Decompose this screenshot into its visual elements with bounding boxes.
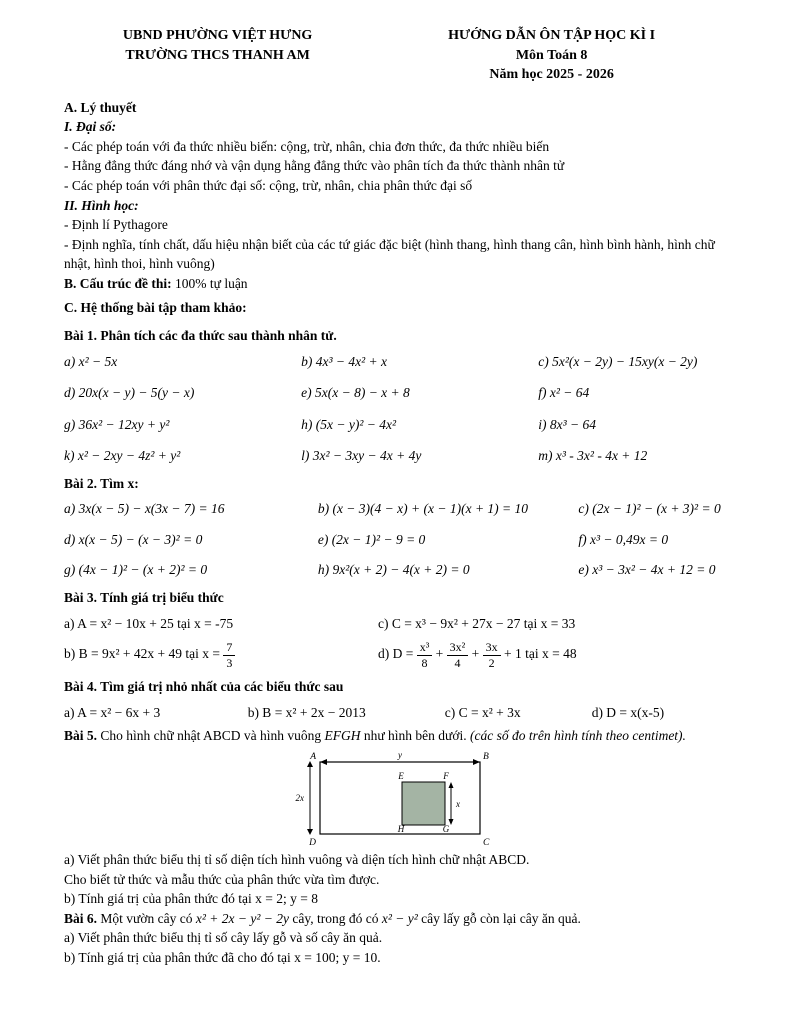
exercise-item: d) D = x(x-5) [591, 704, 665, 720]
bai1-title: Bài 1. Phân tích các đa thức sau thành nhân tử. [64, 327, 337, 343]
rectangle-square-figure [282, 748, 514, 848]
vertex-label-f: F [443, 771, 449, 782]
fraction-denominator: 8 [421, 655, 428, 670]
bai6-expression: x² − y² [381, 910, 418, 926]
bai5-note: (các số đo trên hình tính theo centimet). [469, 728, 686, 744]
title-block [371, 26, 732, 85]
exercise-item: a) x² − 5x [64, 353, 118, 369]
issuer-line-2: TRƯỜNG THCS THANH AM [125, 47, 310, 63]
exercise-item: e) x³ − 3x² − 4x + 12 = 0 [578, 562, 716, 578]
arrowhead-icon [307, 829, 313, 835]
exercise-item [378, 641, 732, 669]
exercise-item: h) (5x − y)² − 4x² [301, 416, 397, 432]
exercise-item: d) x(x − 5) − (x − 3)² = 0 [64, 531, 203, 547]
expression-text: + 1 tại x = 48 [500, 646, 577, 662]
bai4-items [64, 703, 732, 723]
bai5-figure-wrap [64, 748, 732, 848]
exercise-item: m) x³ - 3x² - 4x + 12 [538, 448, 648, 464]
exercise-item: k) x² − 2xy − 4z² + y² [64, 448, 181, 464]
geometry-item: - Định nghĩa, tính chất, dấu hiệu nhận biết của các tứ giác đặc biệt (hình thang, hình thang cân, hình bình hành, hình chữ nhật, hình thoi, hình vuông) [64, 236, 715, 272]
exercise-item: b) B = x² + 2x − 2013 [247, 704, 366, 720]
vertex-label-b: B [483, 752, 489, 763]
bai5-item: a) Viết phân thức biểu thị tỉ số diện tích hình vuông và diện tích hình chữ nhật ABCD. [64, 852, 530, 868]
theory-heading: A. Lý thuyết [64, 99, 137, 115]
algebra-item: - Các phép toán với phân thức đại số: cộng, trừ, nhân, chia phân thức đại số [64, 178, 473, 194]
expression-text: b) B = 9x² + 42x + 49 tại x = [64, 646, 224, 662]
arrowhead-icon [449, 782, 454, 788]
exercise-item: c) (2x − 1)² − (x + 3)² = 0 [578, 501, 721, 517]
bai5-item: Cho biết tử thức và mẫu thức của phân thức vừa tìm được. [64, 871, 380, 887]
exam-structure-line [64, 274, 732, 294]
reference-heading: C. Hệ thống bài tập tham khảo: [64, 300, 247, 316]
dimension-label-2x: 2x [295, 793, 304, 804]
exercise-item: b) 4x³ − 4x² + x [301, 353, 388, 369]
vertex-label-a: A [310, 752, 316, 763]
bai6-expression: x² + 2x − y² − 2y [195, 910, 289, 926]
fraction [223, 641, 235, 669]
exercise-item: c) C = x³ − 9x² + 27x − 27 tại x = 33 [377, 615, 576, 631]
exercise-item: c) 5x²(x − 2y) − 15xy(x − 2y) [538, 353, 698, 369]
bai5-item: b) Tính giá trị của phân thức đó tại x = 2; y = 8 [64, 891, 318, 907]
bai6-text: cây lấy gỗ còn lại cây ăn quả. [417, 910, 581, 926]
fraction-denominator: 3 [226, 655, 233, 670]
exercise-item: a) A = x² − 6x + 3 [64, 704, 161, 720]
geometry-item: - Định lí Pythagore [64, 217, 168, 233]
doc-subject: Môn Toán 8 [515, 47, 588, 63]
exercise-item [64, 641, 378, 669]
algebra-item: - Các phép toán với đa thức nhiều biến: cộng, trừ, nhân, chia đơn thức, đa thức nhiều biến [64, 138, 550, 154]
geometry-heading: II. Hình học: [64, 197, 139, 213]
exercise-item: f) x² − 64 [538, 385, 590, 401]
bai6-intro [64, 909, 732, 929]
bai2-items [64, 499, 732, 580]
exercise-item: b) (x − 3)(4 − x) + (x − 1)(x + 1) = 10 [317, 501, 529, 517]
exercise-item: i) 8x³ − 64 [538, 416, 597, 432]
exercise-item: h) 9x²(x + 2) − 4(x + 2) = 0 [317, 562, 470, 578]
doc-title: HƯỚNG DẪN ÔN TẬP HỌC KÌ I [448, 28, 656, 43]
arrowhead-icon [320, 759, 327, 765]
exam-structure-value: 100% tự luận [171, 275, 248, 291]
bai5-efgh: EFGH [324, 728, 361, 744]
exercise-item: g) 36x² − 12xy + y² [64, 416, 170, 432]
issuer-block [64, 26, 371, 85]
bai4-title: Bài 4. Tìm giá trị nhỏ nhất của các biểu thức sau [64, 679, 344, 695]
exercise-item: d) 20x(x − y) − 5(y − x) [64, 385, 195, 401]
document-header [64, 26, 732, 85]
fraction [483, 641, 501, 669]
exercise-item: a) A = x² − 10x + 25 tại x = -75 [64, 615, 234, 631]
bai5-text: như hình bên dưới. [360, 728, 470, 744]
exercise-item: e) (2x − 1)² − 9 = 0 [317, 531, 426, 547]
vertex-label-c: C [483, 838, 490, 849]
dimension-label-x: x [456, 799, 460, 810]
bai6-label: Bài 6. [64, 910, 98, 926]
exercise-item: a) 3x(x − 5) − x(3x − 7) = 16 [64, 501, 225, 517]
exercise-item: f) x³ − 0,49x = 0 [578, 531, 669, 547]
fraction-numerator: 3x [483, 641, 501, 656]
doc-school-year: Năm học 2025 - 2026 [489, 67, 614, 83]
bai1-items [64, 352, 732, 466]
bai6-item: b) Tính giá trị của phân thức đã cho đó tại x = 100; y = 10. [64, 949, 381, 965]
bai3-items [64, 614, 732, 670]
exercise-item: c) C = x² + 3x [444, 704, 521, 720]
bai6-item: a) Viết phân thức biểu thị tỉ số cây lấy gỗ và số cây ăn quả. [64, 930, 383, 946]
fraction-denominator: 2 [488, 655, 495, 670]
arrowhead-icon [449, 819, 454, 825]
exercise-item: g) (4x − 1)² − (x + 2)² = 0 [64, 562, 208, 578]
dimension-label-y: y [398, 750, 402, 761]
fraction-denominator: 4 [454, 655, 461, 670]
exercise-item: e) 5x(x − 8) − x + 8 [301, 385, 410, 401]
exercise-item: l) 3x² − 3xy − 4x + 4y [301, 448, 422, 464]
fraction-numerator: 3x² [447, 641, 469, 656]
algebra-item: - Hằng đẳng thức đáng nhớ và vận dụng hằng đẳng thức vào phân tích đa thức thành nhân tử [64, 158, 565, 174]
arrowhead-icon [473, 759, 480, 765]
issuer-line-1: UBND PHƯỜNG VIỆT HƯNG [122, 28, 313, 43]
fraction [417, 641, 433, 669]
expression-text: + [468, 646, 483, 662]
bai5-label: Bài 5. [64, 728, 98, 744]
fraction-numerator: 7 [223, 641, 235, 656]
bai5-intro [64, 726, 732, 746]
vertex-label-e: E [398, 771, 404, 782]
fraction [447, 641, 469, 669]
expression-text: + [432, 646, 447, 662]
vertex-label-g: G [442, 824, 450, 835]
bai6-text: cây, trong đó có [288, 910, 382, 926]
bai3-title: Bài 3. Tính giá trị biểu thức [64, 590, 224, 606]
bai6-text: Một vườn cây có [97, 910, 196, 926]
vertex-label-h: H [397, 824, 405, 835]
square-efgh [402, 782, 445, 825]
algebra-heading: I. Đại số: [64, 119, 117, 135]
exam-structure-label: B. Cấu trúc đề thi: [64, 275, 172, 291]
bai2-title: Bài 2. Tìm x: [64, 475, 139, 491]
vertex-label-d: D [309, 838, 316, 849]
bai5-text: Cho hình chữ nhật ABCD và hình vuông [97, 728, 325, 744]
expression-text: d) D = [377, 646, 417, 662]
fraction-numerator: x³ [417, 641, 433, 656]
